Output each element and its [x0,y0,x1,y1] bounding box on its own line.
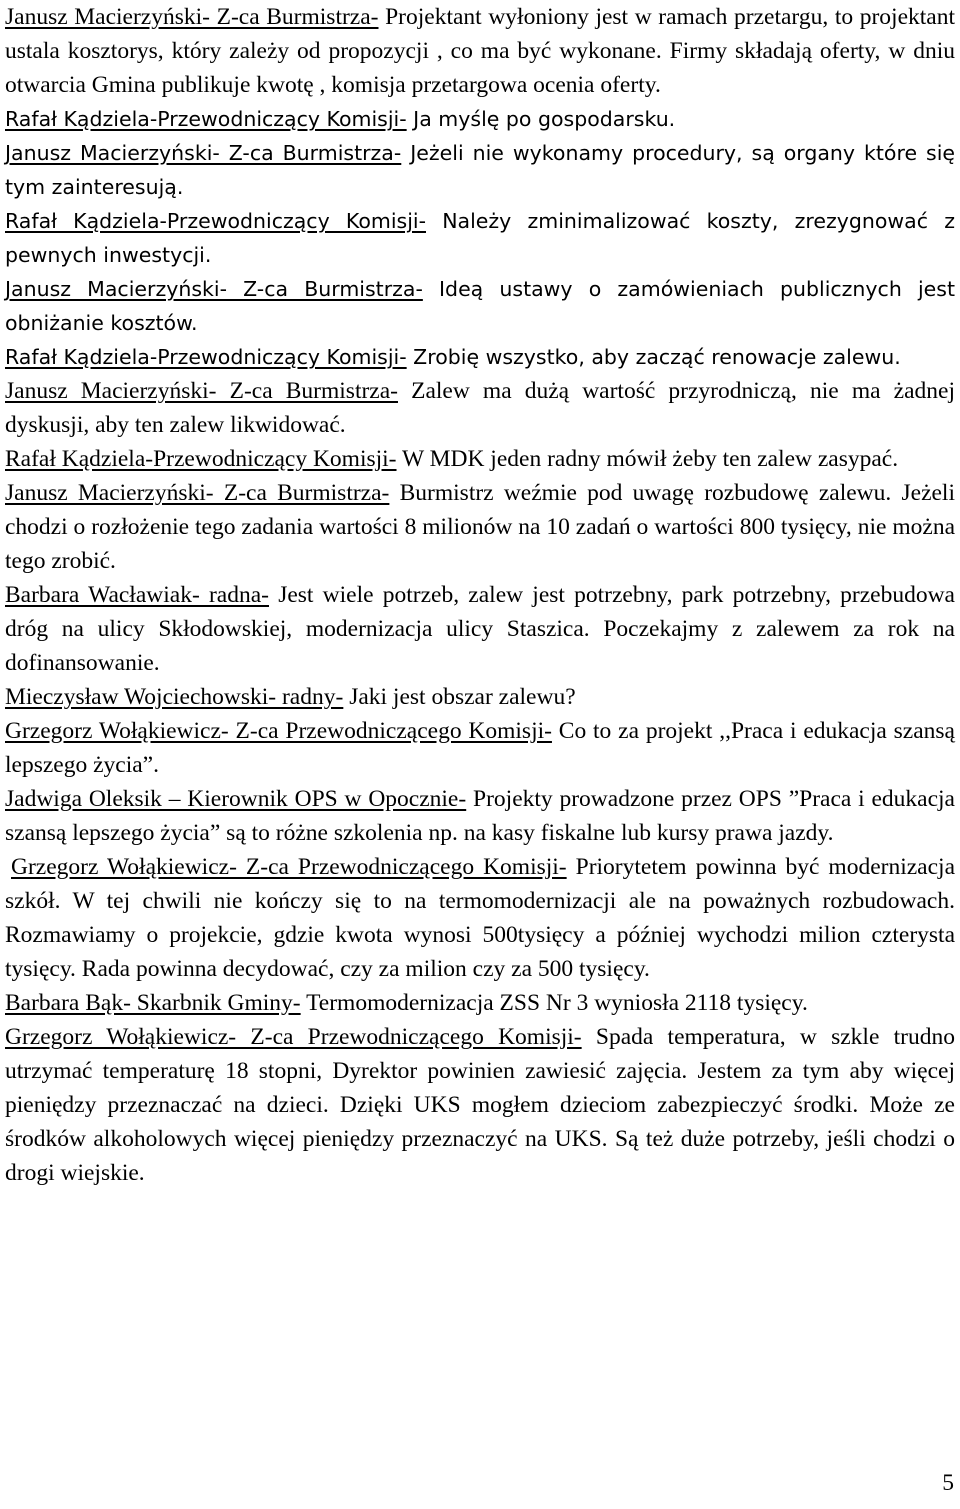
paragraph-10 [5,578,955,680]
speaker-name: Rafał Kądziela-Przewodniczący Komisji- [5,446,397,472]
paragraph-text: Jeżeli nie wykonamy procedury, są organy które się tym zainteresują. [5,141,955,199]
paragraph-text: Spada temperatura, w szkle trudno utrzymać temperaturę 18 stopni, Dyrektor powinien zawiesić zajęcia. Jestem za tym aby więcej pieniędzy przeznaczać na dzieci. Dzięki UKS mogłem dzieciom zabezpieczyć środki. Może ze środków alkoholowych więcej pieniędzy przeznaczyć na UKS. Są też duże potrzeby, jeśli chodzi o drogi wiejskie. [5,1024,955,1186]
paragraph-text: Jaki jest obszar zalewu? [343,684,576,710]
speaker-name: Rafał Kądziela-Przewodniczący Komisji- [5,345,407,369]
speaker-name: Grzegorz Wołąkiewicz- Z-ca Przewodniczącego Komisji- [5,718,552,744]
page-number: 5 [942,1470,954,1496]
paragraph-6 [5,340,955,374]
paragraph-text: Należy zminimalizować koszty, zrezygnować z pewnych inwestycji. [5,209,955,267]
paragraph-text: Termomodernizacja ZSS Nr 3 wyniosła 2118 tysięcy. [300,990,808,1016]
paragraph-4 [5,204,955,272]
speaker-name: Rafał Kądziela-Przewodniczący Komisji- [5,107,407,131]
paragraph-text: Zrobię wszystko, aby zacząć renowacje zalewu. [406,345,901,369]
paragraph-15 [5,986,955,1020]
paragraph-text: W MDK jeden radny mówił żeby ten zalew zasypać. [396,446,899,472]
document-body [5,0,955,1190]
paragraph-16 [5,1020,955,1190]
paragraph-7 [5,374,955,442]
paragraph-text: Ja myślę po gospodarsku. [406,107,676,131]
speaker-name: Janusz Macierzyński- Z-ca Burmistrza- [5,378,398,404]
speaker-name: Mieczysław Wojciechowski- radny- [5,684,344,710]
paragraph-13 [5,782,955,850]
paragraph-9 [5,476,955,578]
speaker-name: Jadwiga Oleksik – Kierownik OPS w Opocznie- [5,786,467,812]
speaker-name: Barbara Wacławiak- radna- [5,582,269,608]
paragraph-text: Priorytetem powinna być modernizacja szkół. W tej chwili nie kończy się to na termomodernizacji ale na poważnych rozbudowach. Rozmawiamy o projekcie, gdzie kwota wynosi 500tysięcy a później wychodzi milion czterysta tysięcy. Rada powinna decydować, czy za milion czy za 500 tysięcy. [5,854,955,982]
speaker-name: Grzegorz Wołąkiewicz- Z-ca Przewodniczącego Komisji- [5,1024,582,1050]
paragraph-8 [5,442,955,476]
paragraph-14 [5,850,955,986]
speaker-name: Grzegorz Wołąkiewicz- Z-ca Przewodniczącego Komisji- [11,854,567,880]
paragraph-text: Projekty prowadzone przez OPS ”Praca i edukacja szansą lepszego życia” są to różne szkolenia np. na kasy fiskalne lub kursy prawa jazdy. [5,786,955,846]
paragraph-text: Projektant wyłoniony jest w ramach przetargu, to projektant ustala kosztorys, który zależy od propozycji , co ma być wykonane. Firmy składają oferty, w dniu otwarcia Gmina publikuje kwotę , komisja przetargowa ocenia oferty. [5,4,955,98]
paragraph-text: Ideą ustawy o zamówieniach publicznych jest obniżanie kosztów. [5,277,955,335]
paragraph-text: Burmistrz weźmie pod uwagę rozbudowę zalewu. Jeżeli chodzi o rozłożenie tego zadania wartości 8 milionów na 10 zadań o wartości 800 tysięcy, nie można tego zrobić. [5,480,955,574]
paragraph-text: Co to za projekt ,,Praca i edukacja szansą lepszego życia”. [5,718,955,778]
paragraph-12 [5,714,955,782]
paragraph-1 [5,0,955,102]
paragraph-text: Zalew ma dużą wartość przyrodniczą, nie ma żadnej dyskusji, aby ten zalew likwidować. [5,378,955,438]
speaker-name: Janusz Macierzyński- Z-ca Burmistrza- [5,277,423,301]
paragraph-text: Jest wiele potrzeb, zalew jest potrzebny, park potrzebny, przebudowa dróg na ulicy Skłodowskiej, modernizacja ulicy Staszica. Poczekajmy z zalewem za rok na dofinansowanie. [5,582,955,676]
speaker-name: Barbara Bąk- Skarbnik Gminy- [5,990,301,1016]
paragraph-3 [5,136,955,204]
speaker-name: Rafał Kądziela-Przewodniczący Komisji- [5,209,426,233]
speaker-name: Janusz Macierzyński- Z-ca Burmistrza- [5,141,402,165]
paragraph-5 [5,272,955,340]
paragraph-2 [5,102,955,136]
speaker-name: Janusz Macierzyński- Z-ca Burmistrza- [5,4,379,30]
paragraph-11 [5,680,955,714]
speaker-name: Janusz Macierzyński- Z-ca Burmistrza- [5,480,390,506]
